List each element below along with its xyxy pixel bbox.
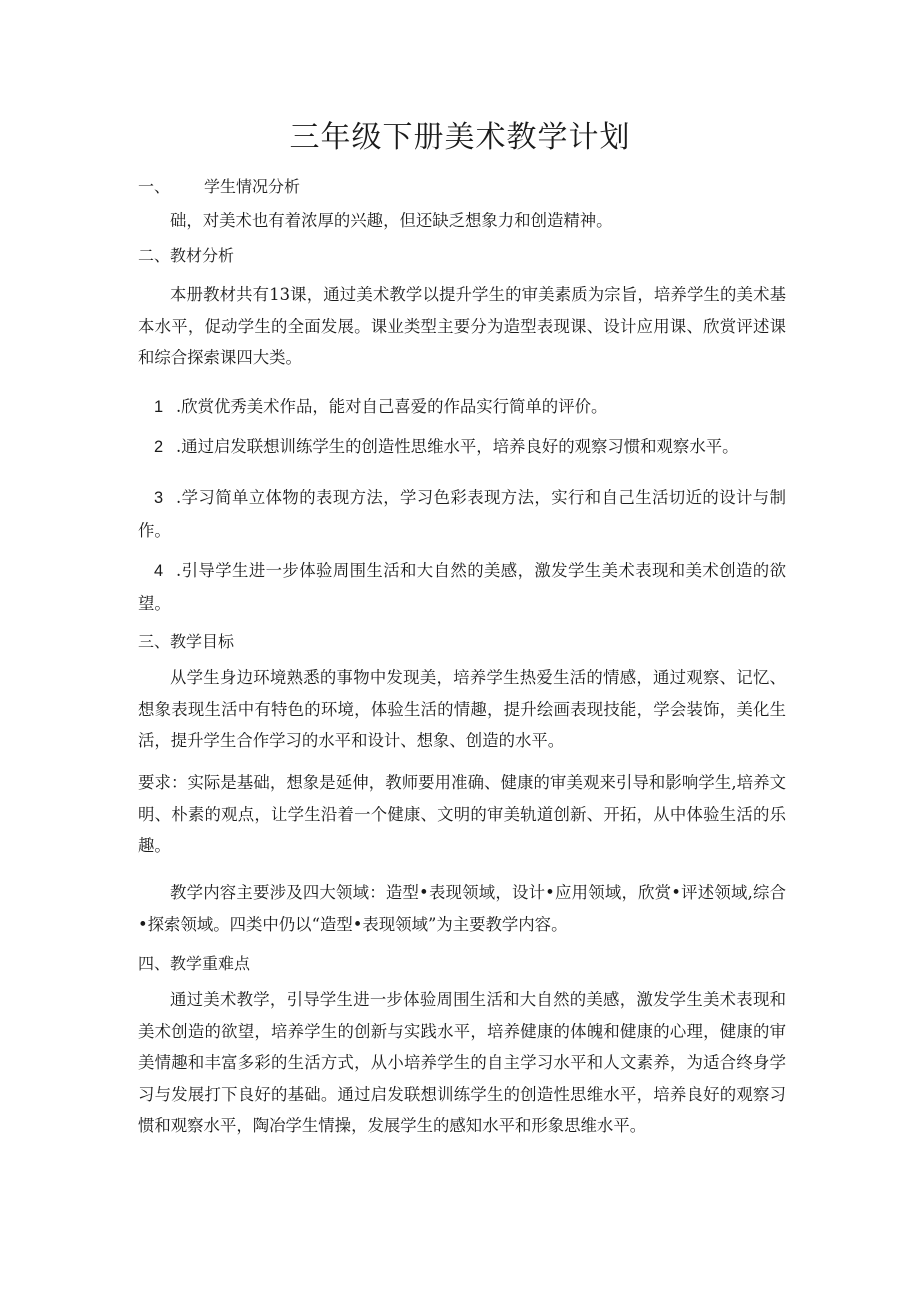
list-item-3-text: .学习简单立体物的表现方法，学习色彩表现方法，实行和自己生活切近的设计与制作。 <box>138 488 786 540</box>
list-item-3-number: 3 <box>154 489 164 507</box>
list-item-1-text: .欣赏优秀美术作品，能对自己喜爱的作品实行简单的评价。 <box>176 397 608 416</box>
list-item-4-number: 4 <box>154 562 164 580</box>
list-item-2-text: .通过启发联想训练学生的创造性思维水平，培养良好的观察习惯和观察水平。 <box>176 437 739 456</box>
section-1-title: 学生情况分析 <box>204 177 301 196</box>
section-2-paragraph: 本册教材共有13课，通过美术教学以提升学生的审美素质为宗旨，培养学生的美术基本水平，促动学生的全面发展。课业类型主要分为造型表现课、设计应用课、欣赏评述课和综合探索课四大类。 <box>138 285 786 367</box>
section-3-requirements: 要求：实际是基础，想象是延伸，教师要用准确、健康的审美观来引导和影响学生,培养文明、朴素的观点，让学生沿着一个健康、文明的审美轨道创新、开拓，从中体验生活的乐趣。 <box>138 773 786 855</box>
section-1-number: 一、 <box>138 177 171 196</box>
section-4-heading: 四、教学重难点 <box>138 954 251 973</box>
section-3-heading: 三、教学目标 <box>138 632 235 651</box>
list-item-1-number: 1 <box>154 398 164 416</box>
list-item-2 <box>138 431 786 464</box>
section-1-paragraph: 础，对美术也有着浓厚的兴趣，但还缺乏想象力和创造精神。 <box>170 211 613 230</box>
section-3-paragraph-1: 从学生身边环境熟悉的事物中发现美，培养学生热爱生活的情感，通过观察、记忆、想象表现生活中有特色的环境，体验生活的情趣，提升绘画表现技能，学会装饰，美化生活，提升学生合作学习的水平和设计、想象、创造的水平。 <box>138 668 786 750</box>
list-item-4 <box>138 555 786 619</box>
section-4-paragraph: 通过美术教学，引导学生进一步体验周围生活和大自然的美感，激发学生美术表现和美术创造的欲望，培养学生的创新与实践水平，培养健康的体魄和健康的心理，健康的审美情趣和丰富多彩的生活方式，从小培养学生的自主学习水平和人文素养，为适合终身学习与发展打下良好的基础。通过启发联想训练学生的创造性思维水平，培养良好的观察习惯和观察水平，陶冶学生情操，发展学生的感知水平和形象思维水平。 <box>138 990 786 1135</box>
section-1-heading <box>138 176 300 198</box>
list-item-4-text: .引导学生进一步体验周围生活和大自然的美感，激发学生美术表现和美术创造的欲望。 <box>138 561 786 613</box>
section-3-paragraph-3: 教学内容主要涉及四大领域：造型•表现领域，设计•应用领域，欣赏•评述领域,综合•探索领域。四类中仍以“造型•表现领域”为主要教学内容。 <box>138 883 786 934</box>
list-item-3 <box>138 482 786 546</box>
section-2-heading: 二、教材分析 <box>138 246 235 265</box>
list-item-1 <box>138 391 786 424</box>
list-item-2-number: 2 <box>154 438 164 456</box>
document-title: 三年级下册美术教学计划 <box>289 120 631 155</box>
